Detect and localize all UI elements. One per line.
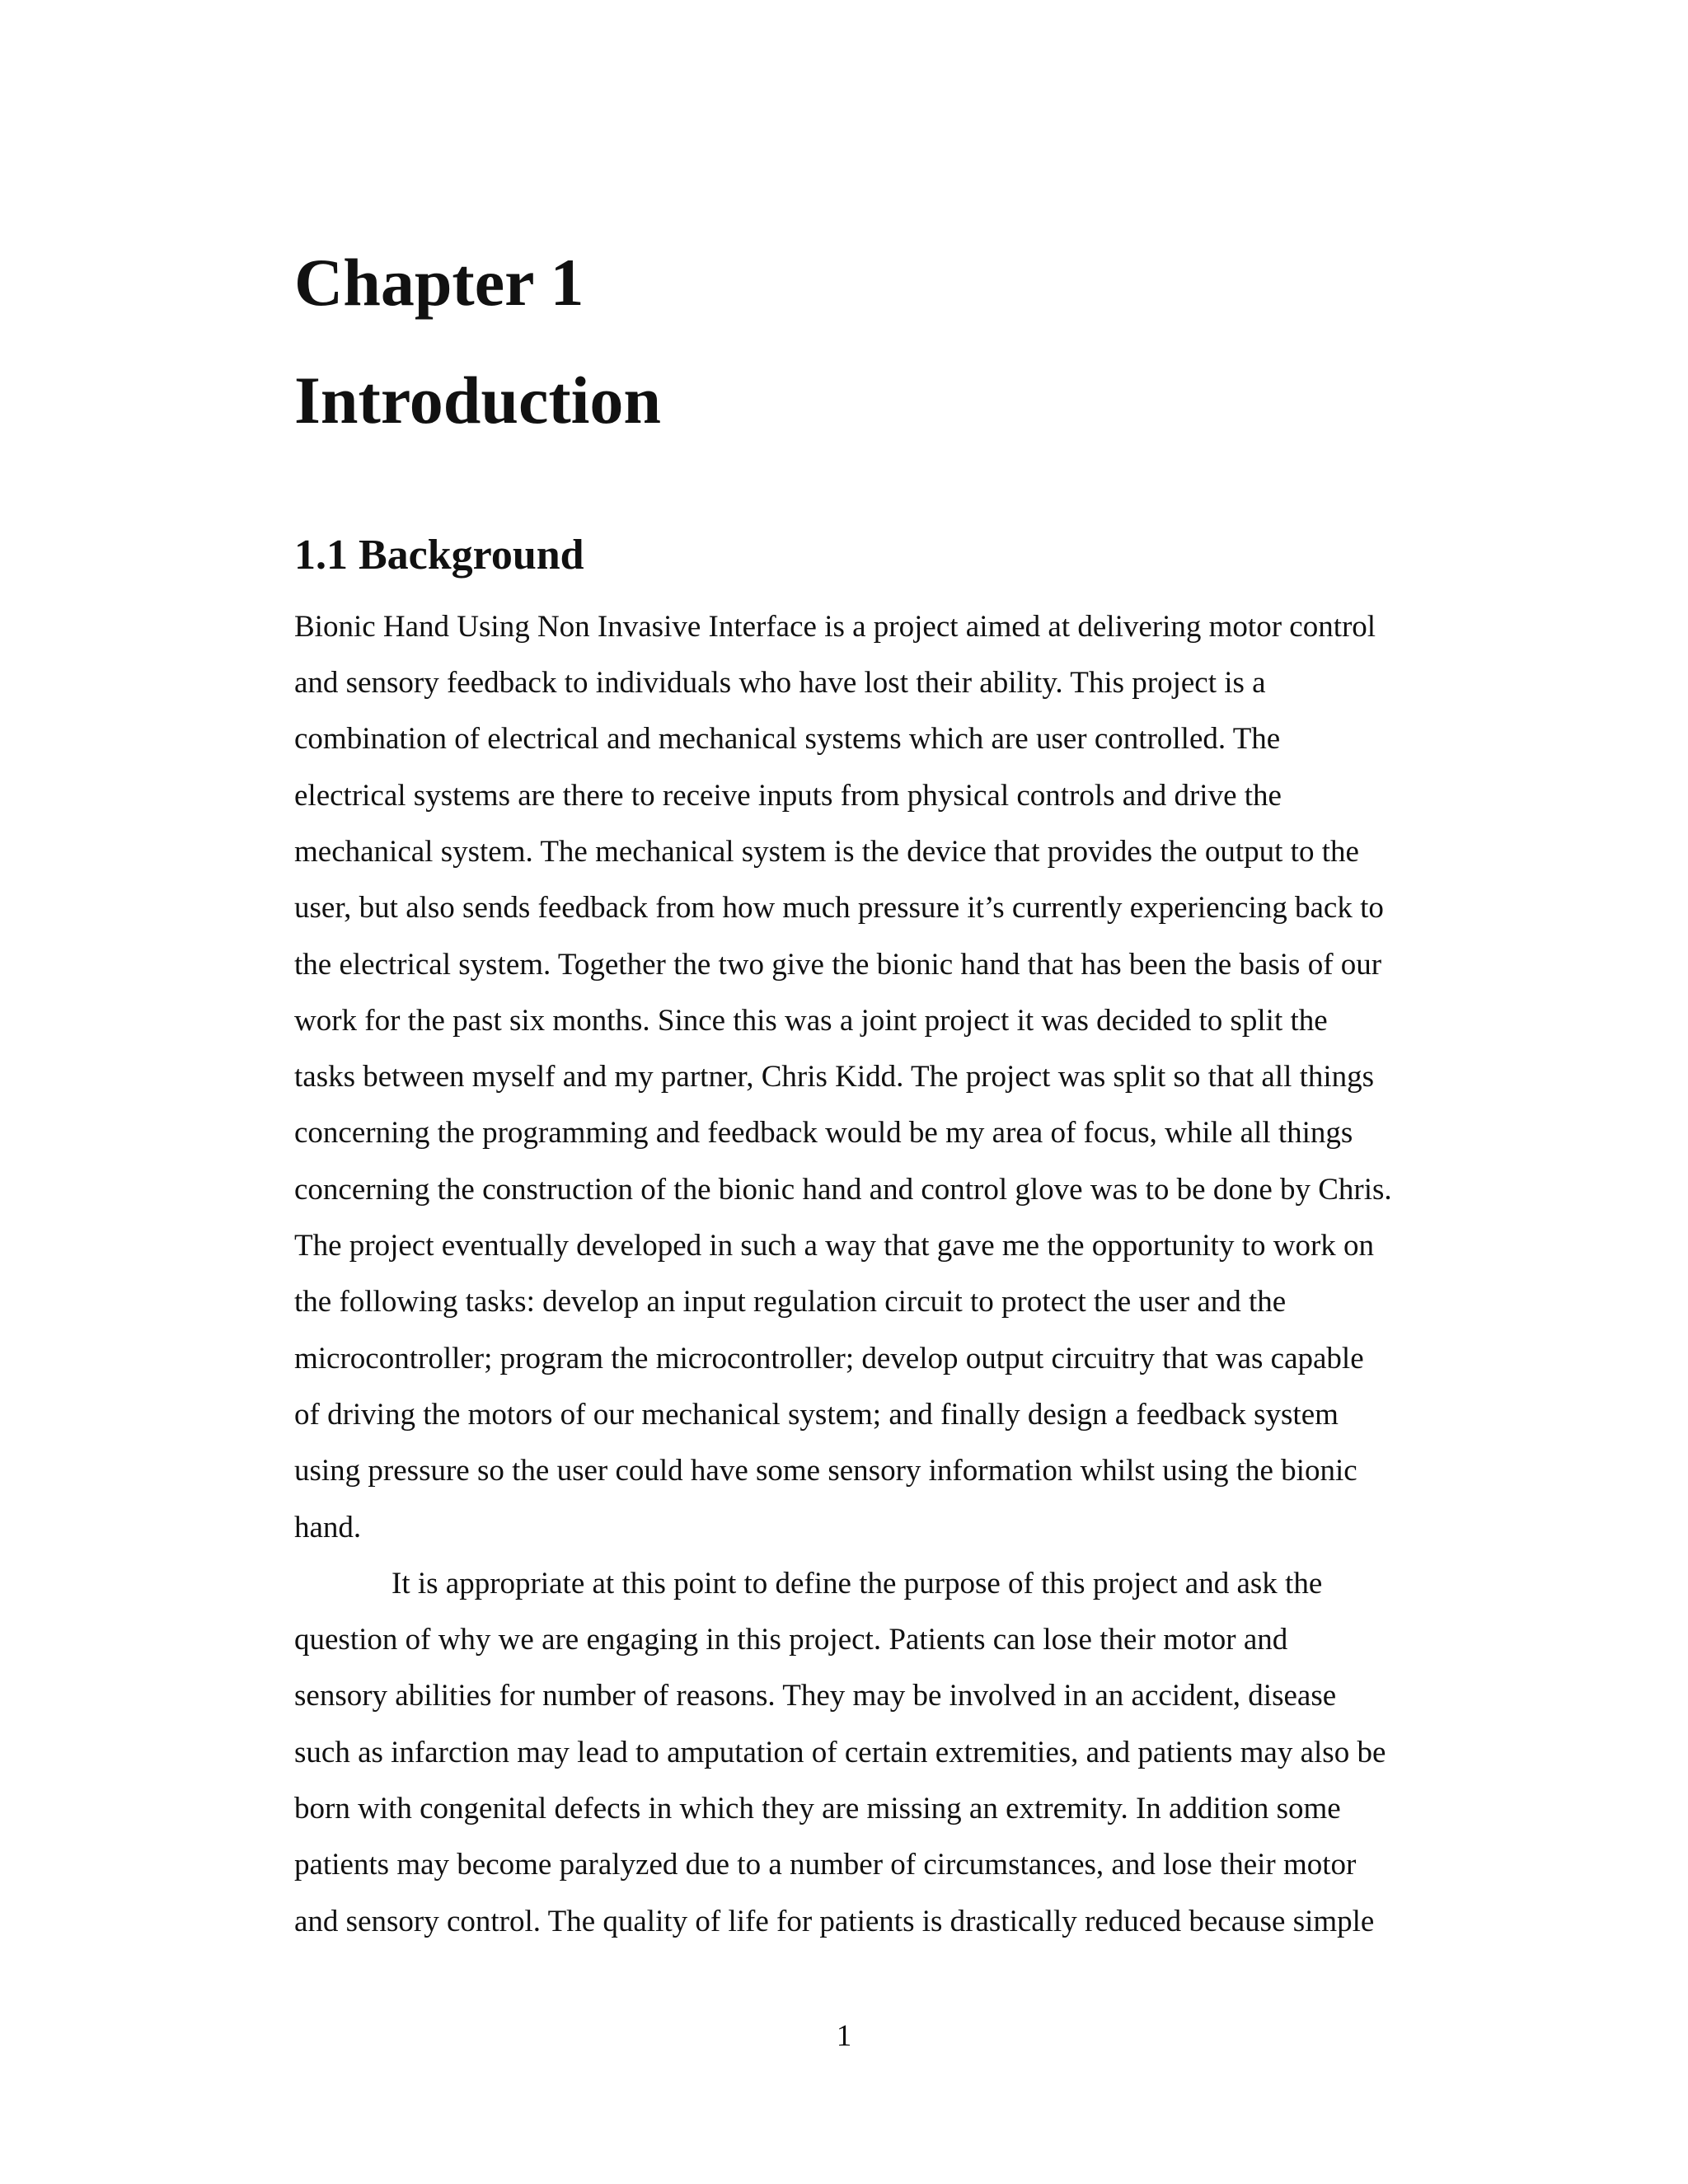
body-line: sensory abilities for number of reasons. They may be involved in an accident, disease: [294, 1679, 1337, 1713]
body-line: the following tasks: develop an input regulation circuit to protect the user and the: [294, 1285, 1287, 1319]
body-line: and sensory feedback to individuals who have lost their ability. This project is a: [294, 666, 1266, 700]
body-line: It is appropriate at this point to define the purpose of this project and ask the: [392, 1567, 1323, 1601]
body-line: tasks between myself and my partner, Chris Kidd. The project was split so that all things: [294, 1060, 1375, 1094]
chapter-title: Introduction: [294, 363, 662, 438]
section-heading: 1.1 Background: [294, 532, 584, 579]
body-line: of driving the motors of our mechanical system; and finally design a feedback system: [294, 1398, 1339, 1432]
body-line: born with congenital defects in which they are missing an extremity. In addition some: [294, 1792, 1341, 1825]
body-line: patients may become paralyzed due to a number of circumstances, and lose their motor: [294, 1848, 1357, 1882]
page-number: 1: [836, 2019, 852, 2053]
body-line: using pressure so the user could have some sensory information whilst using the bionic: [294, 1454, 1357, 1488]
body-line: question of why we are engaging in this project. Patients can lose their motor and: [294, 1623, 1288, 1657]
body-line: Bionic Hand Using Non Invasive Interface is a project aimed at delivering motor control: [294, 610, 1376, 644]
body-line: mechanical system. The mechanical system is the device that provides the output to the: [294, 835, 1359, 869]
body-line: microcontroller; program the microcontroller; develop output circuitry that was capable: [294, 1342, 1364, 1376]
body-line: combination of electrical and mechanical systems which are user controlled. The: [294, 722, 1281, 756]
body-line: hand.: [294, 1511, 362, 1544]
body-line: and sensory control. The quality of life for patients is drastically reduced because simple: [294, 1905, 1375, 1938]
body-line: such as infarction may lead to amputation of certain extremities, and patients may also be: [294, 1736, 1386, 1769]
body-line: the electrical system. Together the two give the bionic hand that has been the basis of our: [294, 948, 1382, 982]
body-line: electrical systems are there to receive inputs from physical controls and drive the: [294, 779, 1282, 813]
chapter-number: Chapter 1: [294, 245, 584, 320]
body-line: user, but also sends feedback from how much pressure it’s currently experiencing back to: [294, 891, 1384, 925]
body-line: concerning the programming and feedback would be my area of focus, while all things: [294, 1116, 1353, 1150]
body-line: concerning the construction of the bionic hand and control glove was to be done by Chris.: [294, 1173, 1392, 1207]
body-line: work for the past six months. Since this was a joint project it was decided to split the: [294, 1004, 1328, 1038]
body-line: The project eventually developed in such a way that gave me the opportunity to work on: [294, 1229, 1375, 1263]
